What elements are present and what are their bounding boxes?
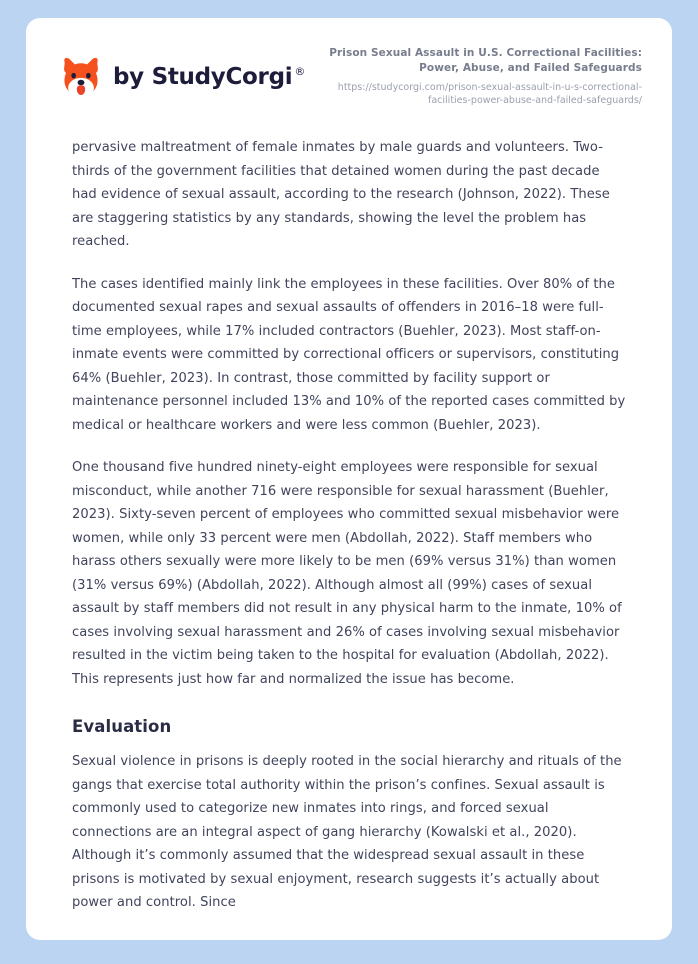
corgi-face-icon [58, 54, 104, 100]
document-body [26, 136, 672, 915]
brand-name [113, 64, 305, 90]
body-paragraph: pervasive maltreatment of female inmates by male guards and volunteers. Two-thirds of the government facilities that detained women during the past decade had evidence of sexual assault, according to the research (Johnson, 2022). These are staggering statistics by any standards, showing the level the problem has reached. [72, 140, 610, 249]
document-sheet [26, 18, 672, 940]
body-paragraph: One thousand five hundred ninety-eight employees were responsible for sexual misconduct, while another 716 were responsible for sexual harassment (Buehler, 2023). Sixty-seven percent of employees who committed sexual misbehavior were women, while only 33 percent were men (Abdollah, 2022). Staff members who harass others sexually were more likely to be men (69% versus 31%) than women (31% versus 69%) (Abdollah, 2022). Although almost all (99%) cases of sexual assault by staff members did not result in any physical harm to the inmate, 10% of cases involving sexual harassment and 26% of cases involving sexual misbehavior resulted in the victim being taken to the hospital for evaluation (Abdollah, 2022). This represents just how far and normalized the issue has become. [72, 460, 622, 687]
body-paragraph: Sexual violence in prisons is deeply rooted in the social hierarchy and rituals of the gangs that exercise total authority within the prison’s confines. Sexual assault is commonly used to categorize new inmates into rings, and forced sexual connections are an integral aspect of gang hierarchy (Kowalski et al., 2020). Although it’s commonly assumed that the widespread sexual assault in these prisons is motivated by sexual enjoyment, research suggests it’s actually about power and control. Since [72, 754, 622, 910]
section-heading: Evaluation [72, 717, 172, 736]
registered-trademark-icon: ® [294, 65, 306, 79]
document-url: https://studycorgi.com/prison-sexual-assault-in-u-s-correctional-facilities-power-abuse-and-failed-safeguards/ [337, 81, 642, 107]
document-header [26, 18, 672, 136]
page-title: Prison Sexual Assault in U.S. Correctional Facilities: Power, Abuse, and Failed Safeguards [329, 47, 642, 75]
document-meta [305, 46, 642, 108]
brand-logo [58, 54, 305, 100]
brand-name-text: by StudyCorgi [113, 64, 293, 90]
body-paragraph: The cases identified mainly link the employees in these facilities. Over 80% of the documented sexual rapes and sexual assaults of offenders in 2016–18 were full-time employees, while 17% included contractors (Buehler, 2023). Most staff-on-inmate events were committed by correctional officers or supervisors, constituting 64% (Buehler, 2023). In contrast, those committed by facility support or maintenance personnel included 13% and 10% of the reported cases committed by medical or healthcare workers and were less common (Buehler, 2023). [72, 276, 626, 433]
